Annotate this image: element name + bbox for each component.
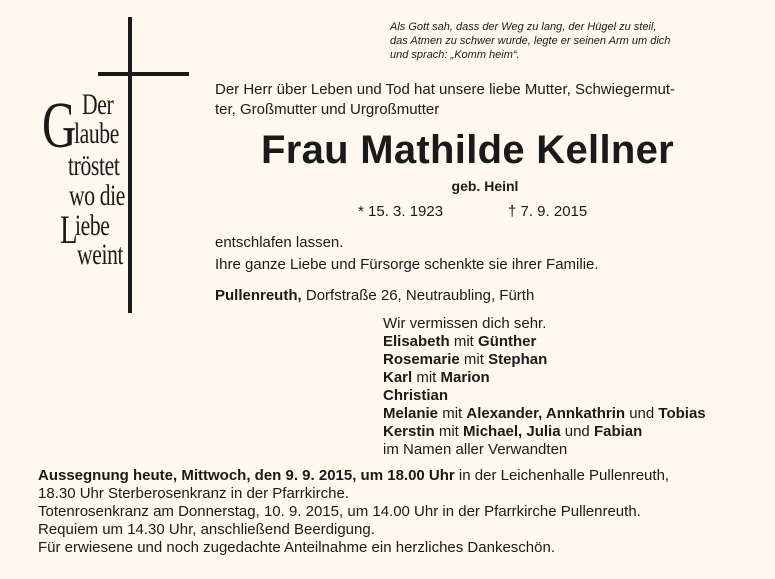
service-line-3: Totenrosenkranz am Donnerstag, 10. 9. 2015, um 14.00 Uhr in der Pfarrkirche Pullenreuth. [38, 503, 641, 520]
quote-line: Als Gott sah, dass der Weg zu lang, der Hügel zu steil, [390, 21, 657, 33]
signature-row [383, 405, 706, 423]
poem-line-2: tröstet [68, 149, 120, 182]
service-line-1-bold: Aussegnung heute, Mittwoch, den 9. 9. 2015, um 18.00 Uhr [38, 467, 455, 484]
intro-line-2: ter, Großmutter und Urgroßmutter [215, 101, 440, 118]
quote-line: das Atmen zu schwer wurde, legte er seinen Arm um dich [390, 35, 671, 47]
quote-line: und sprach: „Komm heim“. [390, 49, 520, 61]
service-line-1-rest: in der Leichenhalle Pullenreuth, [454, 467, 670, 484]
family-member-name: Elisabeth [383, 333, 450, 350]
body-line-1: entschlafen lassen. [215, 234, 344, 251]
birth-name: geb. Heinl [451, 178, 519, 194]
signature-block [383, 315, 706, 459]
signature-row [383, 387, 706, 405]
service-details [38, 467, 768, 557]
intro-line-1: Der Herr über Leben und Tod hat unsere liebe Mutter, Schwiegermut- [215, 81, 675, 98]
family-member-name: Kerstin [383, 423, 435, 440]
death-date: † 7. 9. 2015 [508, 203, 588, 220]
signature-rows [383, 333, 706, 441]
address-place: Pullenreuth, [215, 287, 302, 304]
signature-opening: Wir vermissen dich sehr. [383, 315, 547, 332]
cross-icon-horizontal [98, 72, 189, 76]
signature-row [383, 351, 706, 369]
signature-row [383, 333, 706, 351]
family-member-name: Karl [383, 369, 413, 386]
connector-text: mit [459, 351, 489, 368]
family-member-name: Marion [440, 369, 490, 386]
body-line-2: Ihre ganze Liebe und Fürsorge schenkte sie ihrer Familie. [215, 256, 599, 273]
family-member-name: Christian [383, 387, 449, 404]
poem-initial-l: L [60, 207, 78, 252]
epigraph-quote [390, 20, 770, 62]
family-member-name: Rosemarie [383, 351, 460, 368]
connector-text: und [560, 423, 594, 440]
family-member-name: Melanie [383, 405, 439, 422]
signature-row [383, 423, 706, 441]
connector-text: mit [412, 369, 441, 386]
signature-row [383, 369, 706, 387]
family-member-name: Alexander, Annkathrin [466, 405, 626, 422]
family-member-name: Günther [478, 333, 537, 350]
poem-line-1b: laube [74, 117, 119, 150]
address-rest: Dorfstraße 26, Neutraubling, Fürth [301, 287, 535, 304]
connector-text: mit [434, 423, 464, 440]
intro-text [215, 80, 755, 120]
poem-line-3: wo die [69, 179, 126, 212]
address [215, 286, 534, 306]
signature-closing: im Namen aller Verwandten [383, 441, 568, 458]
connector-text: und [625, 405, 659, 422]
family-member-name: Michael, Julia [463, 423, 561, 440]
connector-text: mit [449, 333, 479, 350]
family-member-name: Fabian [593, 423, 643, 440]
poem-initial-g: G [42, 89, 76, 162]
connector-text: mit [438, 405, 467, 422]
poem-line-1: Der [82, 88, 114, 121]
family-member-name: Stephan [488, 351, 548, 368]
deceased-name: Frau Mathilde Kellner [260, 128, 675, 172]
service-line-1 [38, 467, 768, 485]
family-member-name: Tobias [658, 405, 706, 422]
service-line-4: Requiem um 14.30 Uhr, anschließend Beerdigung. [38, 521, 375, 538]
poem-line-5: weint [77, 238, 124, 271]
service-line-5: Für erwiesene und noch zugedachte Anteilnahme ein herzliches Dankeschön. [38, 539, 555, 556]
birth-date: * 15. 3. 1923 [358, 203, 444, 220]
service-line-2: 18.30 Uhr Sterberosenkranz in der Pfarrkirche. [38, 485, 349, 502]
poem-line-4: iebe [75, 209, 110, 242]
